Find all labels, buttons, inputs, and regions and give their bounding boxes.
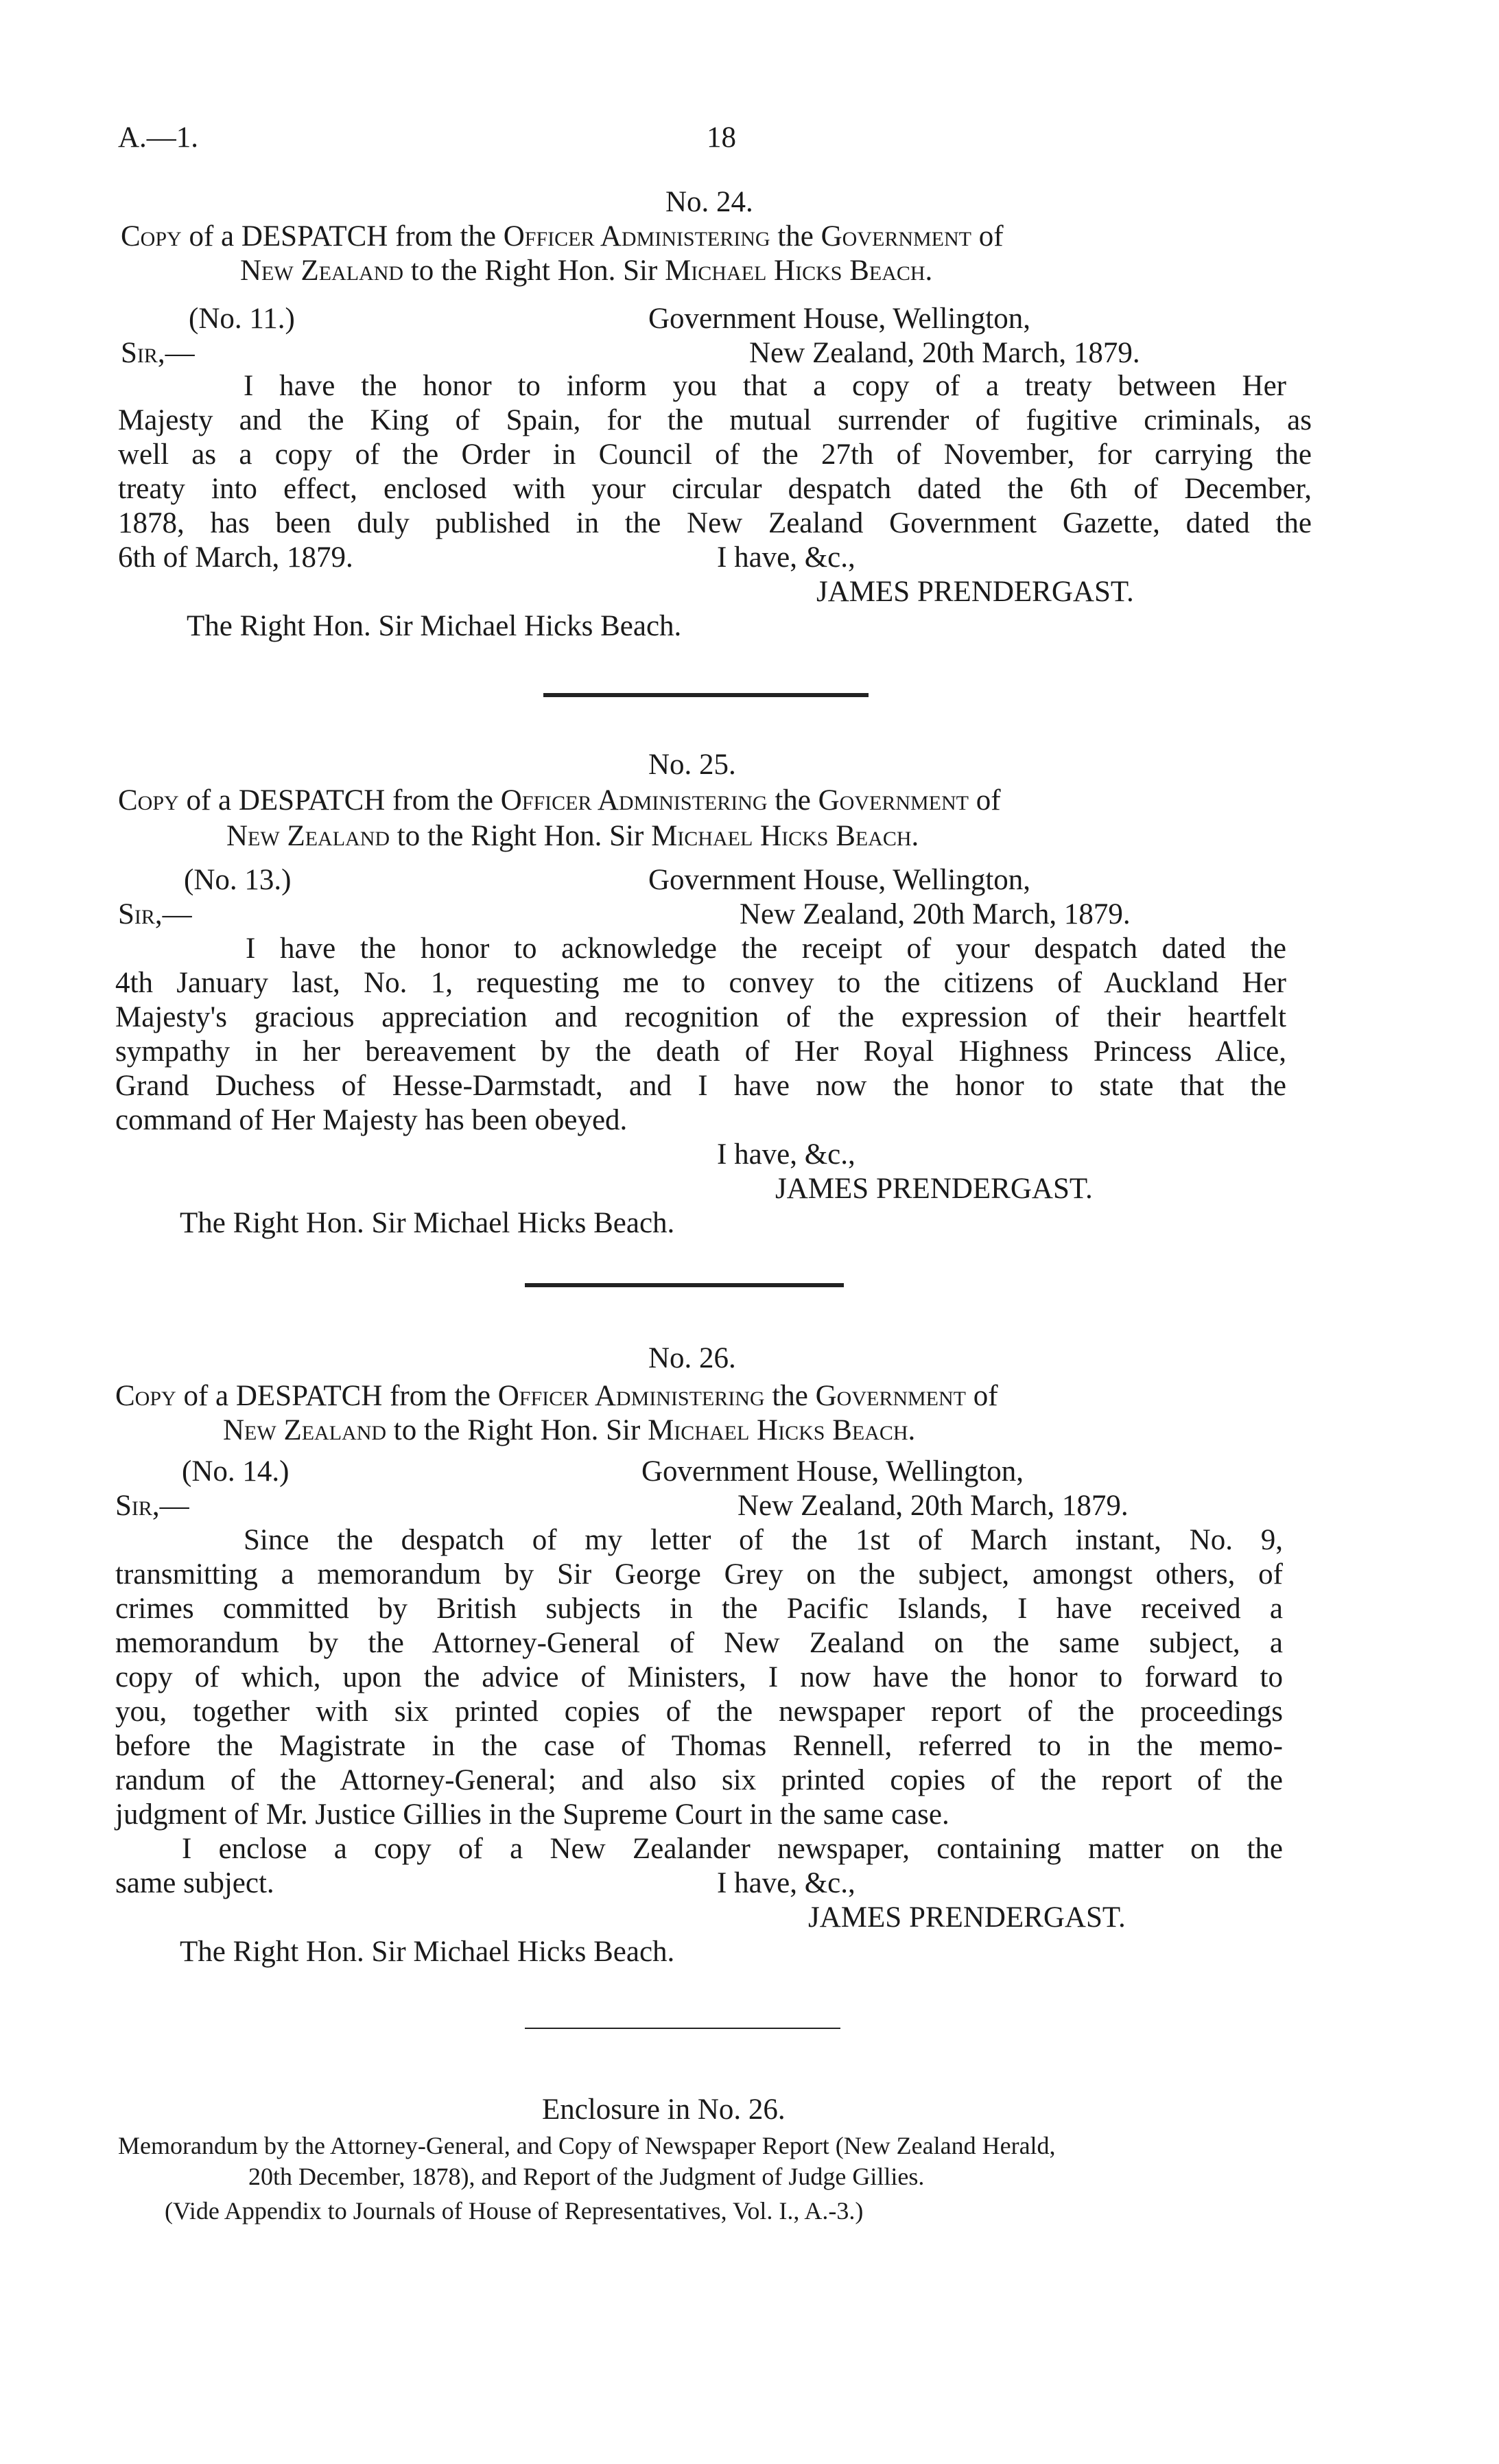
series-label: A.—1. [118, 121, 199, 154]
body-line: 4th January last, No. 1, requesting me to convey to the citizens of Auckland Her [115, 967, 1286, 999]
body-line: transmitting a memorandum by Sir George Grey on the subject, amongst others, of [115, 1558, 1283, 1591]
despatch-title-line1: Copy of a DESPATCH from the Officer Administering the Government of [118, 784, 1001, 817]
signature: JAMES PRENDERGAST. [775, 1173, 1093, 1205]
body-line: copy of which, upon the advice of Ministers, I now have the honor to forward to [115, 1661, 1283, 1693]
despatch-date: New Zealand, 20th March, 1879. [749, 337, 1140, 369]
body-line: Majesty and the King of Spain, for the mutual surrender of fugitive criminals, as [118, 404, 1312, 436]
body-line: I have the honor to acknowledge the receipt of your despatch dated the [246, 932, 1286, 965]
despatch-ref: (No. 14.) [182, 1455, 290, 1488]
body-line: I enclose a copy of a New Zealander newspaper, containing matter on the [182, 1833, 1283, 1865]
body-line: Since the despatch of my letter of the 1st of March instant, No. 9, [244, 1524, 1283, 1556]
page-number: 18 [707, 121, 736, 154]
despatch-title-line2: New Zealand to the Right Hon. Sir Michael Hicks Beach. [240, 255, 933, 287]
salutation: Sir,— [115, 1490, 189, 1522]
enclosure-heading: Enclosure in No. 26. [542, 2093, 786, 2126]
signature: JAMES PRENDERGAST. [808, 1901, 1126, 1934]
body-line: sympathy in her bereavement by the death of Her Royal Highness Princess Alice, [115, 1035, 1286, 1068]
closing: I have, &c., [717, 1867, 855, 1899]
body-line: well as a copy of the Order in Council of the 27th of November, for carrying the [118, 438, 1312, 471]
body-line: randum of the Attorney-General; and also six printed copies of the report of the [115, 1764, 1283, 1796]
section-divider-thin [525, 2028, 840, 2029]
salutation: Sir,— [118, 898, 192, 930]
body-line: I have the honor to inform you that a copy of a treaty between Her [244, 370, 1286, 402]
despatch-date: New Zealand, 20th March, 1879. [737, 1490, 1129, 1522]
enclosure-line: 20th December, 1878), and Report of the Judgment of Judge Gillies. [248, 2163, 925, 2190]
despatch-ref: (No. 11.) [189, 303, 295, 335]
despatch-title-line2: New Zealand to the Right Hon. Sir Michael Hicks Beach. [223, 1414, 916, 1446]
addressee: The Right Hon. Sir Michael Hicks Beach. [180, 1207, 675, 1239]
despatch-number: No. 24. [665, 186, 753, 218]
despatch-place: Government House, Wellington, [648, 864, 1031, 896]
body-line: treaty into effect, enclosed with your circular despatch dated the 6th of December, [118, 473, 1312, 505]
body-line: memorandum by the Attorney-General of New Zealand on the same subject, a [115, 1627, 1283, 1659]
body-last-line: same subject. [115, 1867, 274, 1899]
despatch-date: New Zealand, 20th March, 1879. [740, 898, 1131, 930]
body-line: Grand Duchess of Hesse-Darmstadt, and I have now the honor to state that the [115, 1070, 1286, 1102]
despatch-number: No. 26. [648, 1342, 736, 1374]
closing: I have, &c., [717, 541, 855, 574]
body-last-line: judgment of Mr. Justice Gillies in the Supreme Court in the same case. [115, 1798, 949, 1831]
body-line: crimes committed by British subjects in the Pacific Islands, I have received a [115, 1593, 1283, 1625]
addressee: The Right Hon. Sir Michael Hicks Beach. [187, 610, 682, 642]
body-last-line: 6th of March, 1879. [118, 541, 353, 574]
salutation: Sir,— [121, 337, 195, 369]
closing: I have, &c., [717, 1138, 855, 1171]
despatch-title-line1: Copy of a DESPATCH from the Officer Administering the Government of [115, 1380, 998, 1412]
despatch-title-line1: Copy of a DESPATCH from the Officer Administering the Government of [121, 220, 1004, 253]
enclosure-reference: (Vide Appendix to Journals of House of Representatives, Vol. I., A.-3.) [165, 2197, 864, 2225]
section-divider [543, 693, 869, 697]
enclosure-line: Memorandum by the Attorney-General, and Copy of Newspaper Report (New Zealand Herald, [118, 2132, 1056, 2159]
body-line: 1878, has been duly published in the New Zealand Government Gazette, dated the [118, 507, 1312, 539]
addressee: The Right Hon. Sir Michael Hicks Beach. [180, 1936, 675, 1968]
despatch-place: Government House, Wellington, [648, 303, 1031, 335]
despatch-place: Government House, Wellington, [641, 1455, 1024, 1488]
section-divider [525, 1283, 844, 1287]
body-last-line: command of Her Majesty has been obeyed. [115, 1104, 628, 1136]
body-line: before the Magistrate in the case of Thomas Rennell, referred to in the memo- [115, 1730, 1283, 1762]
despatch-ref: (No. 13.) [184, 864, 292, 896]
body-line: you, together with six printed copies of the newspaper report of the proceedings [115, 1696, 1283, 1728]
signature: JAMES PRENDERGAST. [816, 576, 1134, 608]
body-line: Majesty's gracious appreciation and recognition of the expression of their heartfelt [115, 1001, 1286, 1033]
despatch-title-line2: New Zealand to the Right Hon. Sir Michael Hicks Beach. [226, 820, 919, 852]
despatch-number: No. 25. [648, 749, 736, 781]
